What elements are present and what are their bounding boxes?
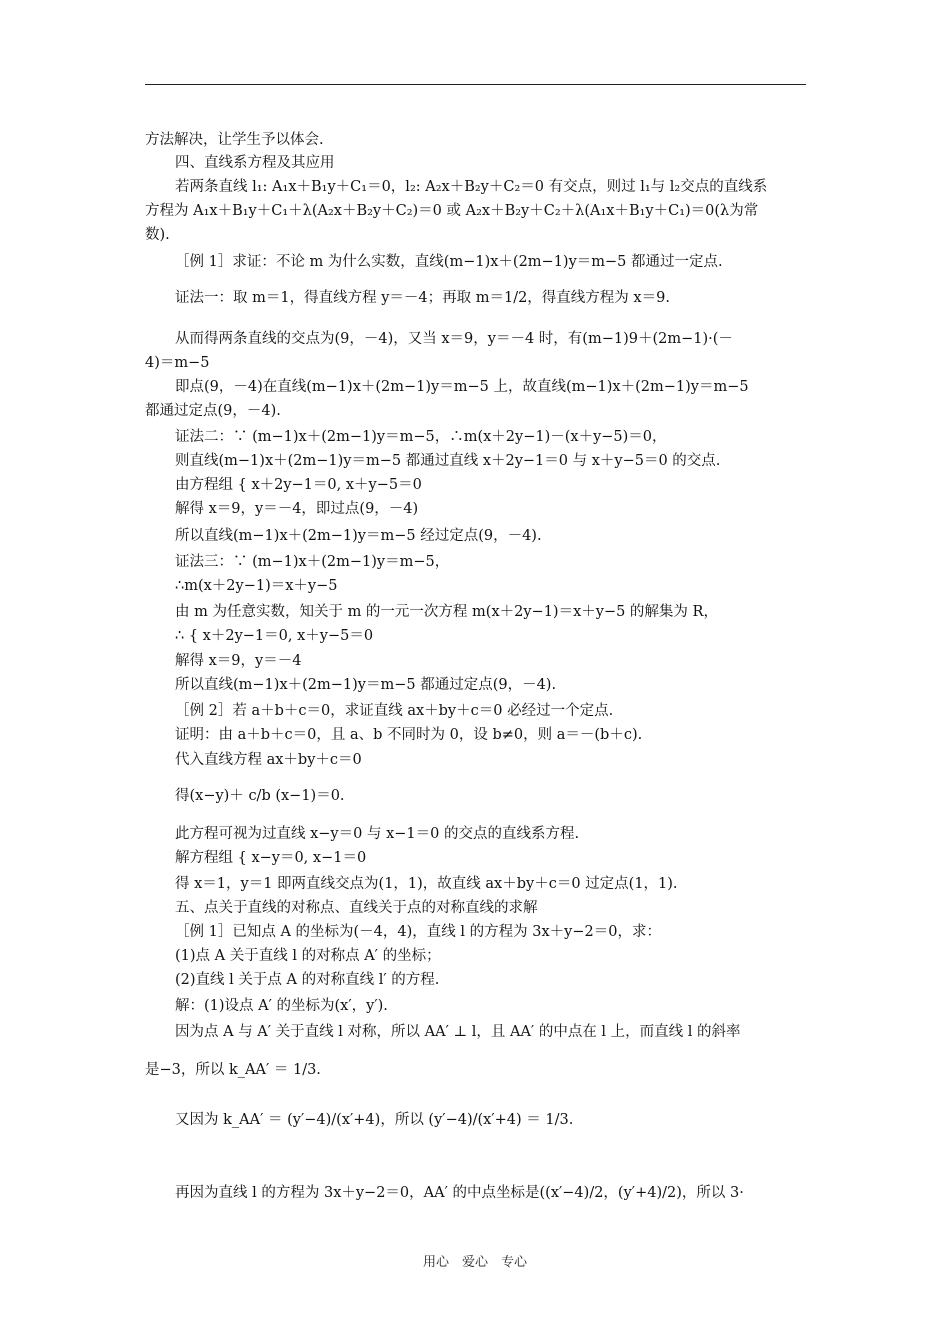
text-line: 都通过定点(9，－4). [145,403,281,419]
equation-system: 由方程组 { x＋2y−1＝0, x＋y−5＝0 [175,477,422,493]
text-line: 由 m 为任意实数，知关于 m 的一元一次方程 m(x＋2y−1)＝x＋y−5 的解集为 R， [175,604,718,620]
text-line: 则直线(m−1)x＋(2m−1)y＝m−5 都通过直线 x＋2y−1＝0 与 x＋y−5＝0 的交点. [175,453,721,469]
text-line: 解得 x＝9，y＝－4，即过点(9，－4) [175,501,419,517]
section-heading: 五、点关于直线的对称点、直线关于点的对称直线的求解 [175,900,538,916]
text-line: 从而得两条直线的交点为(9，－4)，又当 x＝9，y＝－4 时，有(m−1)9＋(2m−1)·(－ [175,331,733,347]
text-line: 解得 x＝9，y＝－4 [175,653,302,669]
text-line: 代入直线方程 ax＋by＋c＝0 [175,752,362,768]
text-line: 证法三：∵ (m−1)x＋(2m−1)y＝m−5， [175,554,450,570]
text-line: 因为点 A 与 A′ 关于直线 l 对称，所以 AA′ ⊥ l，且 AA′ 的中点在 l 上，而直线 l 的斜率 [175,1024,741,1040]
text-line: 证法一：取 m＝1，得直线方程 y＝－4；再取 m＝1/2，得直线方程为 x＝9. [175,290,670,306]
text-line: (2)直线 l 关于点 A 的对称直线 l′ 的方程. [175,972,440,988]
text-line: 所以直线(m−1)x＋(2m−1)y＝m−5 经过定点(9，－4). [175,528,542,544]
text-line: 方法解决，让学生予以体会. [145,132,324,148]
text-line: 得(x−y)＋ c/b (x−1)＝0. [175,788,345,804]
page-footer: 用心 爱心 专心 [422,1255,527,1270]
text-line: (1)点 A 关于直线 l 的对称点 A′ 的坐标； [175,948,441,964]
equation-system: 解方程组 { x−y＝0, x−1＝0 [175,850,367,866]
text-line: 方程为 A₁x＋B₁y＋C₁＋λ(A₂x＋B₂y＋C₂)＝0 或 A₂x＋B₂y＋C₂＋λ(A₁x＋B₁y＋C₁)＝0(λ为常 [145,203,759,219]
text-line: 即点(9，－4)在直线(m−1)x＋(2m−1)y＝m−5 上，故直线(m−1)x＋(2m−1)y＝m−5 [175,379,749,395]
text-line: 证法二：∵ (m−1)x＋(2m−1)y＝m−5，∴m(x＋2y−1)－(x＋y−5)＝0， [175,429,667,445]
text-line: 是−3，所以 k_AA′ ＝ 1/3. [145,1062,321,1078]
text-line: 4)＝m−5 [145,355,210,371]
text-line: 再因为直线 l 的方程为 3x＋y−2＝0，AA′ 的中点坐标是((x′−4)/2，(y′+4)/2)，所以 3· [175,1185,744,1201]
text-line: 解：(1)设点 A′ 的坐标为(x′，y′). [175,998,388,1014]
example-title: ［例 2］若 a＋b＋c＝0，求证直线 ax＋by＋c＝0 必经过一个定点. [175,703,614,719]
text-line: 数). [145,227,170,243]
equation-system: ∴ { x＋2y−1＝0, x＋y−5＝0 [175,628,374,644]
example-title: ［例 1］求证：不论 m 为什么实数，直线(m−1)x＋(2m−1)y＝m−5 都通过一定点. [175,254,723,270]
text-line: 此方程可视为过直线 x−y＝0 与 x−1＝0 的交点的直线系方程. [175,826,580,842]
text-line: 所以直线(m−1)x＋(2m−1)y＝m−5 都通过定点(9，－4). [175,677,557,693]
text-line: ∴m(x＋2y−1)＝x＋y−5 [175,578,338,594]
text-line: 得 x＝1，y＝1 即两直线交点为(1，1)，故直线 ax＋by＋c＝0 过定点(1，1). [175,876,678,892]
example-title: ［例 1］已知点 A 的坐标为(－4，4)，直线 l 的方程为 3x＋y−2＝0，求： [175,924,661,940]
header-rule [145,84,806,85]
text-line: 又因为 k_AA′ ＝ (y′−4)/(x′+4)，所以 (y′−4)/(x′+4) ＝ 1/3. [175,1112,574,1128]
section-heading: 四、直线系方程及其应用 [175,155,335,171]
text-line: 若两条直线 l₁: A₁x＋B₁y＋C₁＝0，l₂: A₂x＋B₂y＋C₂＝0 有交点，则过 l₁与 l₂交点的直线系 [175,179,768,195]
text-line: 证明：由 a＋b＋c＝0，且 a、b 不同时为 0，设 b≠0，则 a＝－(b＋c). [175,727,643,743]
